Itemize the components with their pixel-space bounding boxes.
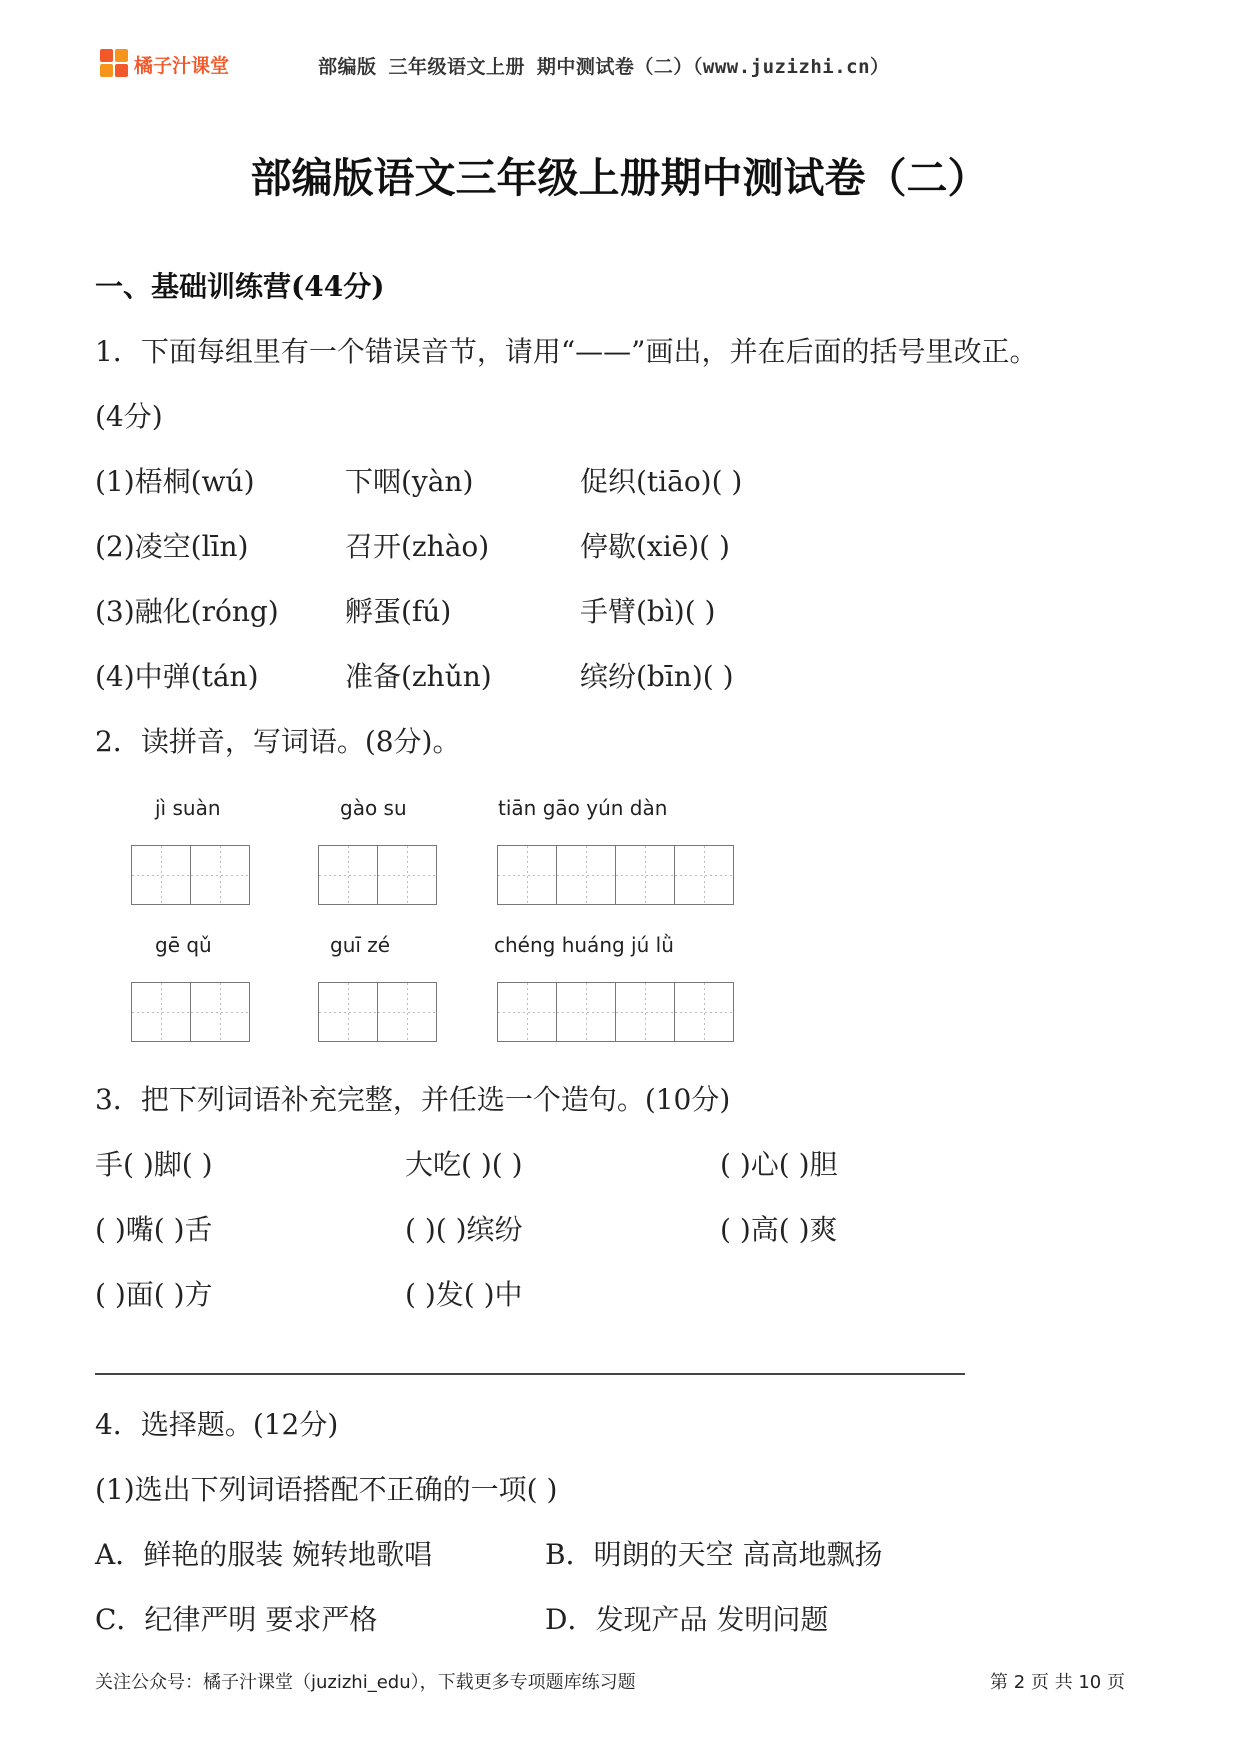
section-heading: 一、基础训练营(44分)	[95, 270, 385, 303]
option-d: D．发现产品 发明问题	[545, 1603, 829, 1636]
footer-note: 关注公众号：橘子汁课堂（juzizhi_edu），下载更多专项题库练习题	[95, 1672, 636, 1693]
q1-item: 下咽(yàn)	[345, 465, 474, 498]
q1-item: 停歇(xiē)( )	[580, 530, 730, 563]
q3-item: ( )高( )爽	[720, 1213, 838, 1246]
q1-item: 缤纷(bīn)( )	[580, 660, 734, 693]
q1-item: (1)梧桐(wú)	[95, 465, 255, 498]
q3-item: ( )心( )胆	[720, 1148, 838, 1181]
option-a: A．鲜艳的服装 婉转地歌唱	[95, 1538, 433, 1571]
question-1-text: 1．下面每组里有一个错误音节，请用“——”画出，并在后面的括号里改正。	[95, 335, 1038, 368]
q1-item: 促织(tiāo)( )	[580, 465, 743, 498]
writing-grid[interactable]	[131, 845, 250, 905]
writing-grid[interactable]	[497, 982, 734, 1042]
option-c: C．纪律严明 要求严格	[95, 1603, 378, 1636]
header-title: 部编版 三年级语文上册 期中测试卷（二）（www.juzizhi.cn）	[318, 56, 890, 78]
writing-grid[interactable]	[131, 982, 250, 1042]
logo-icon	[100, 49, 130, 79]
pinyin-label: chéng huáng jú lǜ	[494, 933, 674, 957]
pinyin-label: tiān gāo yún dàn	[498, 796, 668, 820]
pinyin-label: gē qǔ	[155, 933, 212, 957]
question-1-score: (4分)	[95, 400, 163, 433]
pinyin-label: gào su	[340, 796, 407, 820]
q1-item: 召开(zhào)	[345, 530, 490, 563]
logo-text: 橘子汁课堂	[134, 55, 230, 77]
pinyin-label: jì suàn	[155, 796, 221, 820]
q1-item: (3)融化(róng)	[95, 595, 279, 628]
q1-item: (2)凌空(līn)	[95, 530, 249, 563]
writing-grid[interactable]	[318, 982, 437, 1042]
option-b: B．明朗的天空 高高地飘扬	[545, 1538, 883, 1571]
q1-item: 手臂(bì)( )	[580, 595, 716, 628]
writing-grid[interactable]	[318, 845, 437, 905]
q3-item: 手( )脚( )	[95, 1148, 213, 1181]
q1-item: 准备(zhǔn)	[345, 660, 492, 693]
answer-line[interactable]	[95, 1373, 965, 1375]
q3-item: ( )面( )方	[95, 1278, 213, 1311]
page-number: 第 2 页 共 10 页	[990, 1672, 1125, 1693]
q3-item: ( )( )缤纷	[405, 1213, 523, 1246]
question-4-sub1: (1)选出下列词语搭配不正确的一项( )	[95, 1473, 558, 1506]
q3-item: ( )嘴( )舌	[95, 1213, 213, 1246]
question-3-text: 3．把下列词语补充完整，并任选一个造句。(10分)	[95, 1083, 731, 1116]
q1-item: (4)中弹(tán)	[95, 660, 259, 693]
logo	[100, 49, 238, 79]
question-2-text: 2．读拼音，写词语。(8分)。	[95, 725, 461, 758]
document-title: 部编版语文三年级上册期中测试卷（二）	[250, 154, 989, 202]
q3-item: ( )发( )中	[405, 1278, 523, 1311]
pinyin-label: guī zé	[330, 933, 391, 957]
writing-grid[interactable]	[497, 845, 734, 905]
q1-item: 孵蛋(fú)	[345, 595, 452, 628]
q3-item: 大吃( )( )	[405, 1148, 523, 1181]
question-4-text: 4．选择题。(12分)	[95, 1408, 339, 1441]
